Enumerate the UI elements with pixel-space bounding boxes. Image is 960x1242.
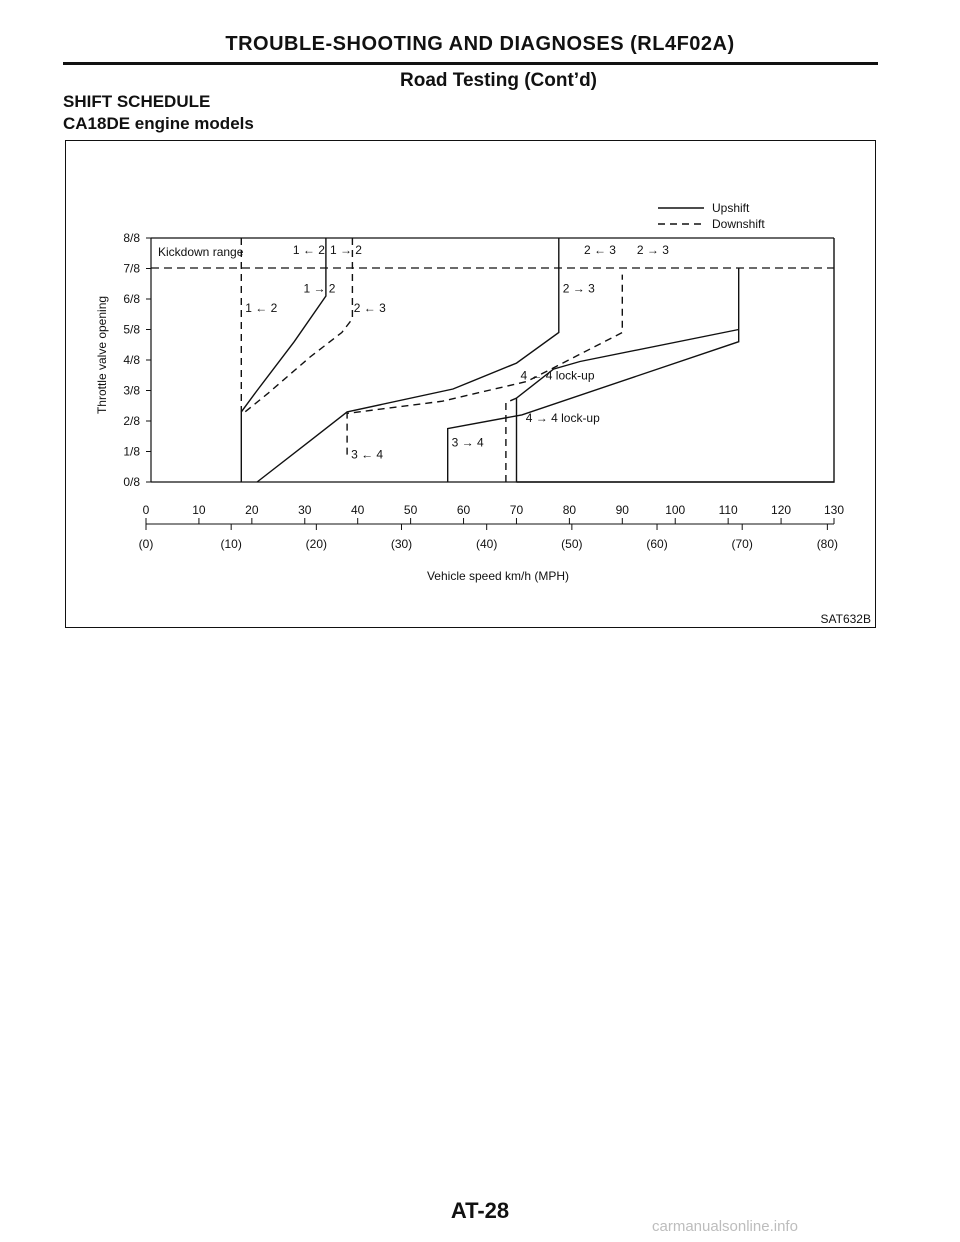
chart-marks — [123, 231, 844, 551]
figure-id: SAT632B — [820, 612, 871, 626]
y-tick-label: 6/8 — [123, 292, 140, 306]
y-axis-title: Throttle valve opening — [95, 295, 109, 415]
shift-annotation: 2 ← 3 — [353, 301, 386, 316]
legend-downshift-label: Downshift — [712, 217, 765, 231]
x-tick-label: 80 — [562, 503, 577, 517]
y-tick-label: 5/8 — [123, 322, 140, 337]
x-axis-title: Vehicle speed km/h (MPH) — [426, 569, 570, 583]
shift-annotation: 2 → 3 — [562, 281, 595, 296]
series-1-2-upshift — [241, 238, 326, 482]
x-tick-label: 50 — [403, 503, 418, 517]
x-mph-tick-label: (30) — [390, 537, 413, 551]
x-tick-label: 100 — [665, 503, 686, 517]
page-number: AT-28 — [450, 1198, 510, 1223]
shift-annotation: 1 → 2 — [303, 281, 336, 296]
x-mph-tick-label: (80) — [816, 537, 839, 551]
shift-annotation: 1 ← 2 — [292, 243, 325, 258]
shift-annotation: 1 → 2 — [329, 243, 362, 258]
x-tick-label: 110 — [718, 503, 738, 517]
x-tick-label: 120 — [771, 503, 792, 517]
legend-upshift-label: Upshift — [712, 201, 750, 215]
y-tick-label: 3/8 — [123, 383, 140, 398]
shift-annotation: 2 ← 3 — [583, 243, 616, 258]
x-tick-label: 70 — [509, 503, 524, 517]
kickdown-range-label: Kickdown range — [158, 245, 244, 259]
shift-annotation: 1 ← 2 — [245, 301, 278, 316]
series-4-lock-up-release — [506, 398, 517, 482]
x-tick-label: 0 — [142, 503, 150, 517]
y-tick-label: 8/8 — [123, 231, 140, 245]
x-tick-label: 40 — [351, 503, 365, 517]
x-mph-tick-label: (40) — [476, 537, 498, 551]
x-tick-label: 20 — [245, 503, 259, 517]
watermark: carmanualsonline.info — [652, 1218, 798, 1235]
engine-models-heading: CA18DE engine models — [63, 114, 254, 133]
x-mph-tick-label: (70) — [731, 537, 753, 551]
series-4-lock-up-region-boundary — [517, 238, 835, 482]
section-subtitle: Road Testing (Cont’d) — [400, 70, 598, 91]
shift-annotation: 4 → 4 lock-up — [525, 410, 600, 425]
y-tick-label: 0/8 — [123, 475, 140, 489]
y-tick-label: 4/8 — [123, 353, 140, 367]
x-mph-tick-label: (0) — [138, 537, 154, 551]
shift-annotation: 2 → 3 — [636, 243, 669, 258]
shift-schedule-heading: SHIFT SCHEDULE — [63, 92, 211, 111]
y-tick-label: 7/8 — [123, 261, 140, 276]
x-mph-tick-label: (20) — [305, 537, 328, 551]
x-mph-tick-label: (60) — [646, 537, 668, 551]
x-tick-label: 30 — [298, 503, 312, 517]
series-4-3-downshift — [347, 275, 622, 455]
x-mph-tick-label: (10) — [220, 537, 242, 551]
y-tick-label: 2/8 — [123, 414, 140, 428]
x-mph-tick-label: (50) — [561, 537, 583, 551]
y-tick-label: 1/8 — [123, 444, 140, 459]
shift-annotation: 3 ← 4 — [351, 447, 384, 462]
x-tick-label: 90 — [615, 503, 629, 517]
x-tick-label: 60 — [456, 503, 471, 517]
shift-annotation: 3 → 4 — [451, 435, 484, 450]
x-tick-label: 10 — [192, 503, 206, 517]
series-2-3-upshift — [257, 238, 559, 482]
x-tick-label: 130 — [823, 503, 845, 517]
shift-annotation: 4 ← 4 lock-up — [520, 368, 595, 383]
document-title: TROUBLE-SHOOTING AND DIAGNOSES (RL4F02A) — [225, 33, 735, 55]
